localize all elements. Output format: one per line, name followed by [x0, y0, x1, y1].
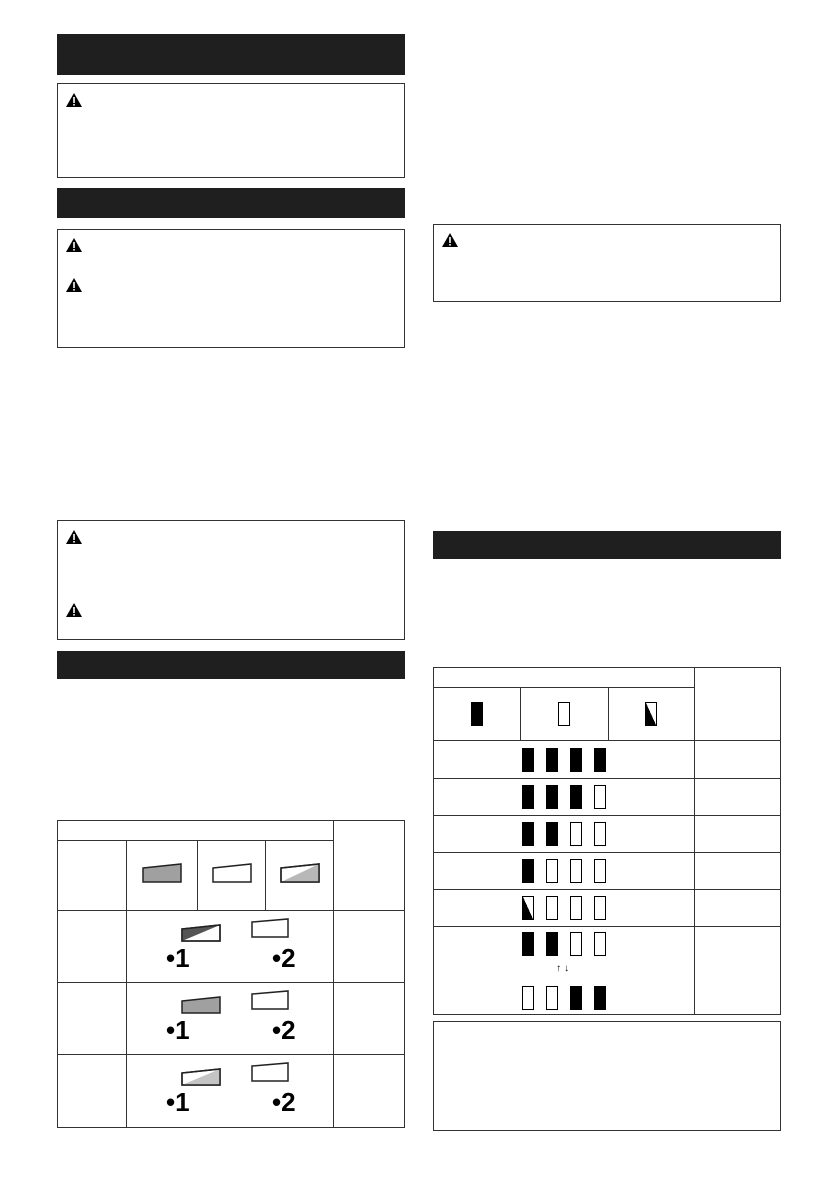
- lamp-on-icon: [471, 702, 483, 726]
- lamp-off-icon: [570, 859, 582, 883]
- indicator-pattern-row: [434, 890, 695, 927]
- slot-2-empty-icon: [250, 917, 290, 939]
- lamp-off-icon: [570, 932, 582, 956]
- lamp-off-icon: [594, 822, 606, 846]
- warning-triangle-icon: [441, 232, 459, 248]
- capacity-header: [695, 668, 781, 741]
- slot-1-label: •1: [165, 1087, 190, 1117]
- legend-header: [434, 668, 695, 688]
- indicator-pattern-row: [434, 853, 695, 890]
- battery-gray-icon: [140, 862, 184, 884]
- lamp-on-icon: [570, 748, 582, 772]
- section-4-heading: [433, 531, 781, 559]
- slot-1-light-icon: [180, 1067, 222, 1087]
- lamp-on-icon: [522, 748, 534, 772]
- slot-2-label: •2: [271, 1087, 296, 1117]
- lamp-on-icon: [522, 785, 534, 809]
- legend-off-cell: [520, 688, 608, 741]
- warning-triangle-icon: [65, 237, 83, 253]
- warning-box-1: [57, 83, 405, 178]
- lamp-off-icon: [594, 932, 606, 956]
- warning-triangle-icon: [65, 602, 83, 618]
- capacity-value: [695, 779, 781, 816]
- lamp-on-icon: [522, 859, 534, 883]
- slot-1-blinking-icon: [180, 923, 222, 943]
- lamp-on-icon: [522, 932, 534, 956]
- lamp-off-icon: [594, 896, 606, 920]
- slot-2-empty-icon: [250, 989, 290, 1011]
- legend-on-cell: [434, 688, 521, 741]
- capacity-value: [695, 741, 781, 779]
- slot-2-label: •2: [271, 942, 296, 973]
- lamp-off-icon: [570, 822, 582, 846]
- legend-header: [58, 821, 334, 841]
- lamp-on-icon: [570, 785, 582, 809]
- lamp-off-icon: [594, 785, 606, 809]
- lamp-off-icon: [546, 859, 558, 883]
- legend-blinking-cell: [608, 688, 695, 741]
- warning-box-2: [57, 229, 405, 348]
- lamp-on-icon: [594, 986, 606, 1010]
- warning-box-3: [57, 520, 405, 640]
- row-status: [334, 1055, 405, 1128]
- legend-blinking-cell: [266, 841, 334, 911]
- capacity-value: [695, 890, 781, 927]
- slot-2-empty-icon: [250, 1061, 290, 1083]
- note-box: [433, 1021, 781, 1131]
- legend-gray-cell: [126, 841, 198, 911]
- lamp-on-icon: [546, 822, 558, 846]
- legend-label-cell: [58, 841, 127, 911]
- legend-empty-cell: [198, 841, 266, 911]
- status-header: [334, 821, 405, 911]
- lamp-on-icon: [570, 986, 582, 1010]
- indicator-pattern-row: [434, 741, 695, 779]
- section-1-heading: [57, 34, 405, 75]
- indicator-pattern-row: [434, 779, 695, 816]
- capacity-value: [695, 816, 781, 853]
- slot-2-label: •2: [271, 1014, 296, 1045]
- row-status: [334, 983, 405, 1055]
- slot-diagram: [126, 911, 334, 983]
- charging-indicator-table: [57, 820, 405, 1128]
- battery-blinking-icon: [278, 862, 322, 884]
- lamp-off-icon: [558, 702, 570, 726]
- remaining-capacity-table: [433, 667, 781, 1015]
- lamp-on-icon: [594, 748, 606, 772]
- lamp-off-icon: [522, 986, 534, 1010]
- lamp-blinking-icon: [645, 702, 657, 726]
- lamp-on-icon: [546, 932, 558, 956]
- slot-1-label: •1: [165, 942, 190, 973]
- lamp-off-icon: [594, 859, 606, 883]
- row-label: [58, 983, 127, 1055]
- lamp-off-icon: [546, 896, 558, 920]
- capacity-value: [695, 927, 781, 1015]
- row-label: [58, 1055, 127, 1128]
- section-2-heading: [57, 188, 405, 218]
- lamp-on-icon: [522, 822, 534, 846]
- warning-triangle-icon: [65, 92, 83, 108]
- slot-1-label: •1: [165, 1014, 190, 1045]
- lamp-on-icon: [546, 785, 558, 809]
- lamp-blinking-icon: [522, 896, 534, 920]
- lamp-on-icon: [546, 748, 558, 772]
- section-3-heading: [57, 651, 405, 679]
- slot-diagram: [126, 983, 334, 1055]
- battery-empty-icon: [210, 862, 254, 884]
- indicator-pattern-row: [434, 816, 695, 853]
- lamp-off-icon: [546, 986, 558, 1010]
- row-label: [58, 911, 127, 983]
- capacity-value: [695, 853, 781, 890]
- alternate-arrows: ↑↓: [556, 962, 573, 974]
- warning-box-4: [433, 224, 781, 302]
- warning-triangle-icon: [65, 277, 83, 293]
- warning-triangle-icon: [65, 529, 83, 545]
- slot-diagram: [126, 1055, 334, 1128]
- slot-1-gray-icon: [180, 995, 222, 1015]
- indicator-alternating-row: [434, 927, 695, 1015]
- row-status: [334, 911, 405, 983]
- lamp-off-icon: [570, 896, 582, 920]
